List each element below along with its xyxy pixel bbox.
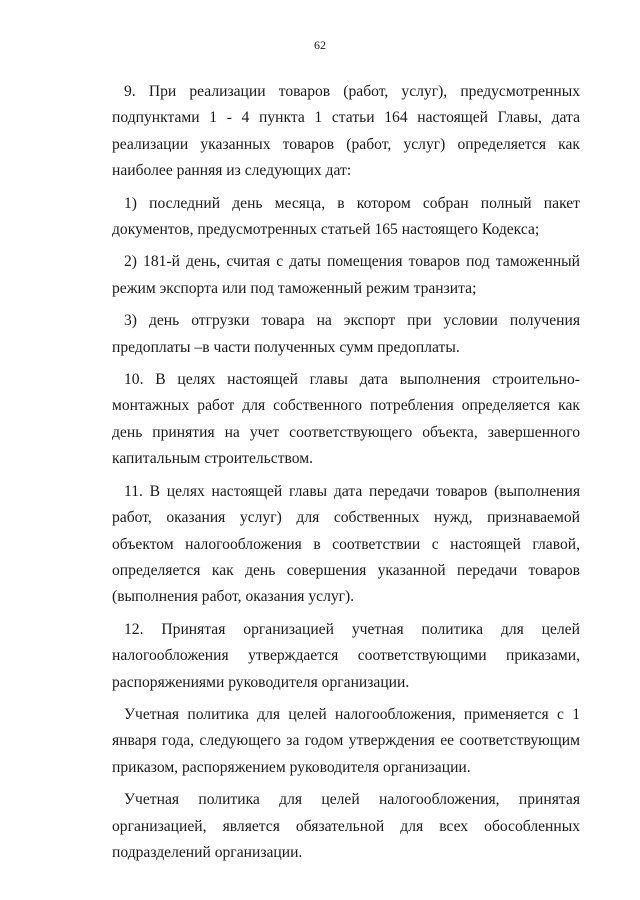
page-number: 62 (314, 38, 326, 52)
paragraph-9: 9. При реализации товаров (работ, услуг), предусмотренных подпунктами 1 - 4 пункта 1 статьи 164 настоящей Главы, дата реализации указанных товаров (работ, услуг) определяется как наиболее ранняя из следующих дат: (112, 83, 580, 180)
paragraph-12-part-2: Учетная политика для целей налогообложения, применяется с 1 января года, следующего за годом утверждения ее соответствующим приказом, распоряжением руководителя организации. (112, 705, 580, 776)
paragraph-9-item-3: 3) день отгрузки товара на экспорт при условии получения предоплаты –в части полученных сумм предоплаты. (112, 312, 580, 356)
paragraph-11: 11. В целях настоящей главы дата передачи товаров (выполнения работ, оказания услуг) для собственных нужд, признаваемой объектом налогообложения в соответствии с настоящей главой, определяется как день совершения указанной передачи товаров (выполнения работ, оказания услуг). (112, 482, 580, 606)
paragraph-9-item-1: 1) последний день месяца, в котором собран полный пакет документов, предусмотренных статьей 165 настоящего Кодекса; (112, 194, 580, 239)
document-body (112, 79, 580, 872)
paragraph-10: 10. В целях настоящей главы дата выполнения строительно-монтажных работ для собственного потребления определяется как день принятия на учет соответствующего объекта, завершенного капитальным строительством. (112, 371, 580, 468)
paragraph-9-item-2: 2) 181-й день, считая с даты помещения товаров под таможенный режим экспорта или под таможенный режим транзита; (112, 253, 580, 297)
paragraph-12-part-3: Учетная политика для целей налогообложения, принятая организацией, является обязательной для всех обособленных подразделений организации. (112, 791, 580, 861)
paragraph-12: 12. Принятая организацией учетная политика для целей налогообложения утверждается соответствующими приказами, распоряжениями руководителя организации. (112, 620, 580, 691)
